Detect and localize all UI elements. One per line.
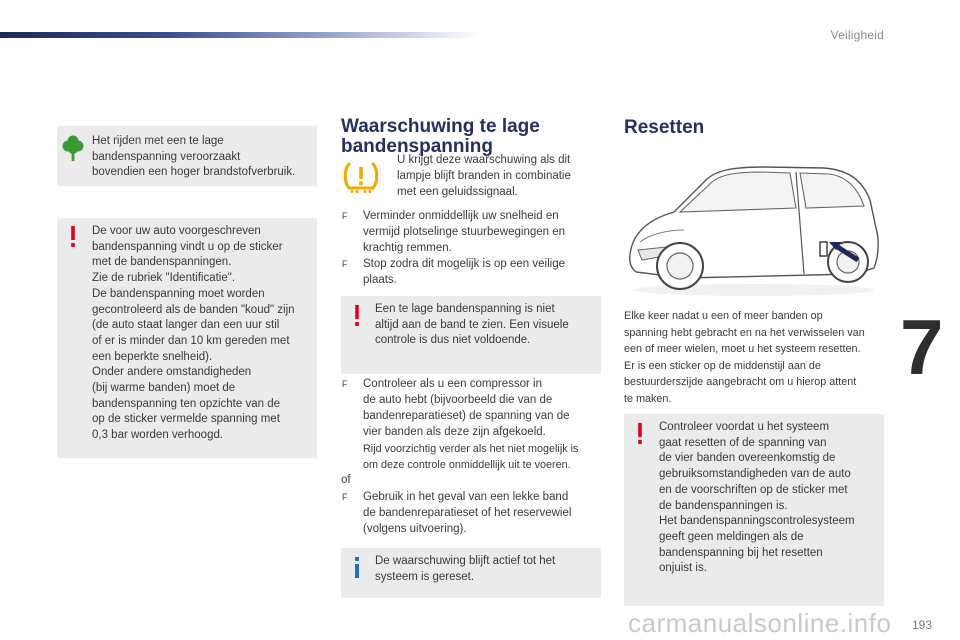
eco-note-text: Het rijden met een te lage bandenspanning veroorzaakt bovendien een hoger brandstofverbruik. <box>92 135 296 179</box>
warning-intro-text: U krijgt deze waarschuwing als dit lampje blijft branden in combinatie met een geluidssignaal. <box>397 154 571 198</box>
bullet-drive-carefully: Rijd voorzichtig verder als het niet mogelijk is om deze controle onmiddellijk uit te voeren. <box>363 443 579 471</box>
bullet-stop-safely: Stop zodra dit mogelijk is op een veilige plaats. <box>363 258 566 286</box>
bullet-check-compressor: Controleer als u een compressor in de auto hebt (bijvoorbeeld die van de bandenreparatieset) de spanning van de vier banden als deze zijn afgekoeld. <box>363 378 570 438</box>
exclamation-icon <box>352 305 362 327</box>
right-warning-text: Controleer voordat u het systeem gaat resetten of de spanning van de vier banden overeenkomstig de gebruiksomstandigheden van de auto en de voorschriften op de sticker met de bandenspanningen is. Het bandenspanningscontrolesysteem geeft geen meldingen als de bandenspanning bij het resetten onjuist is. <box>659 421 855 575</box>
bullet-use-repair-kit: Gebruik in het geval van een lekke band de bandenreparatieset of het reservewiel (volgens uitvoering). <box>363 491 572 535</box>
bullet-reduce-speed: Verminder onmiddellijk uw snelheid en vermijd plotselinge stuurbewegingen en krachtig remmen. <box>363 210 566 254</box>
header-bar <box>0 32 480 38</box>
tree-icon <box>62 134 84 162</box>
tyre-pressure-warning-lamp-icon <box>341 158 381 194</box>
section-heading-reset: Resetten <box>624 117 705 138</box>
watermark: carmanualsonline.info <box>628 608 892 638</box>
car-illustration <box>624 150 884 300</box>
section-title: Veiligheid <box>830 28 884 42</box>
info-icon <box>352 557 362 579</box>
reset-text: Elke keer nadat u een of meer banden op spanning hebt gebracht en na het verwisselen van een of meer wielen, moet u het systeem resetten. Er is een sticker op de middenstijl aan de bestuurderszijde aangebracht om u hierop attent te maken. <box>624 310 865 405</box>
or-text: of <box>341 474 351 486</box>
warning-note-text: De voor uw auto voorgeschreven bandenspanning vindt u op de sticker met de bandenspanningen. Zie de rubriek "Identificatie". De bandenspanning moet worden gecontroleerd als de banden "koud" zijn (de auto staat langer dan een uur stil of er is minder dan 10 km gereden met een beperkte snelheid). Onder andere omstandigheden (bij warme banden) moet de bandenspanning ten opzichte van de op de sticker vermelde spanning met 0,3 bar worden verhoogd. <box>92 225 295 442</box>
bullet-marker: F <box>342 379 348 389</box>
exclamation-icon <box>635 423 645 445</box>
middle-warning-text: Een te lage bandenspanning is niet altijd aan de band te zien. Een visuele controle is dus niet voldoende. <box>375 303 569 347</box>
exclamation-icon <box>68 226 78 248</box>
page-number: 193 <box>912 618 933 632</box>
info-text: De waarschuwing blijft actief tot het systeem is gereset. <box>375 555 556 583</box>
section-heading-warning: Waarschuwing te lage bandenspanning <box>341 116 540 157</box>
chapter-number: 7 <box>900 303 944 391</box>
bullet-marker: F <box>342 259 348 269</box>
bullet-marker: F <box>342 211 348 221</box>
bullet-marker: F <box>342 492 348 502</box>
